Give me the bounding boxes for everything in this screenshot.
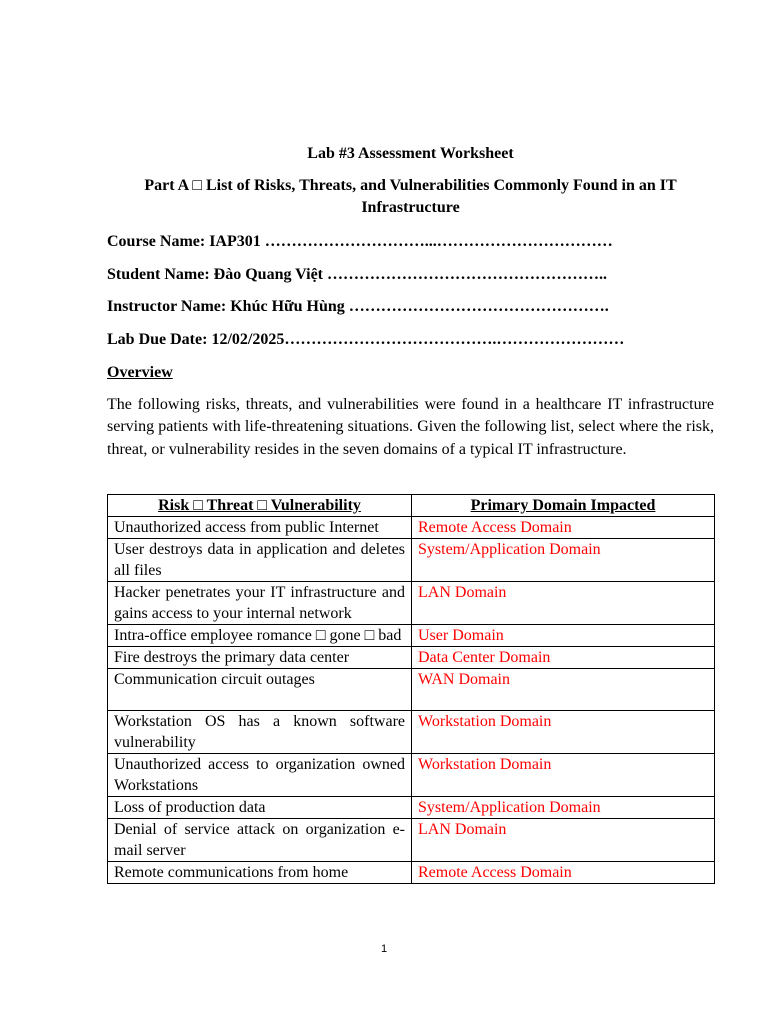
table-row <box>108 754 715 797</box>
table-row <box>108 647 715 669</box>
domain-cell: LAN Domain <box>412 819 715 862</box>
page-number: 1 <box>380 943 388 955</box>
risk-cell: Hacker penetrates your IT infrastructure and gains access to your internal network <box>108 582 412 625</box>
domain-cell: Remote Access Domain <box>412 517 715 539</box>
table-row <box>108 862 715 884</box>
domain-cell: System/Application Domain <box>412 797 715 819</box>
risk-cell: Communication circuit outages <box>108 669 412 711</box>
risk-cell: Workstation OS has a known software vulnerability <box>108 711 412 754</box>
risk-cell: Unauthorized access from public Internet <box>108 517 412 539</box>
domain-cell: Workstation Domain <box>412 711 715 754</box>
worksheet-subtitle: Part A □ List of Risks, Threats, and Vulnerabilities Commonly Found in an IT Infrastructure <box>144 177 677 216</box>
domain-cell: Remote Access Domain <box>412 862 715 884</box>
domain-cell: WAN Domain <box>412 669 715 711</box>
table-row <box>108 625 715 647</box>
table-row <box>108 797 715 819</box>
domain-cell: LAN Domain <box>412 582 715 625</box>
domain-cell: System/Application Domain <box>412 539 715 582</box>
risk-cell: User destroys data in application and deletes all files <box>108 539 412 582</box>
table-row <box>108 582 715 625</box>
table-row <box>108 711 715 754</box>
risk-cell: Denial of service attack on organization e-mail server <box>108 819 412 862</box>
domain-cell: Data Center Domain <box>412 647 715 669</box>
risk-cell: Loss of production data <box>108 797 412 819</box>
risk-cell: Fire destroys the primary data center <box>108 647 412 669</box>
risk-domain-table <box>107 494 715 884</box>
student-name-field: Student Name: Đào Quang Việt …………………………………………….. <box>107 266 608 283</box>
table-header-row <box>108 495 715 517</box>
risk-cell: Unauthorized access to organization owned Workstations <box>108 754 412 797</box>
overview-heading: Overview <box>107 364 173 381</box>
table-row <box>108 819 715 862</box>
worksheet-title: Lab #3 Assessment Worksheet <box>307 145 514 162</box>
domain-cell: User Domain <box>412 625 715 647</box>
risk-cell: Intra-office employee romance □ gone □ bad <box>108 625 412 647</box>
due-date-field: Lab Due Date: 12/02/2025………………………………….…………………… <box>107 331 625 348</box>
overview-paragraph: The following risks, threats, and vulnerabilities were found in a healthcare IT infrastructure serving patients with life-threatening situations. Given the following list, select where the risk, threat, or vulnerability resides in the seven domains of a typical IT infrastructure. <box>107 396 714 458</box>
table-row <box>108 669 715 711</box>
table-row <box>108 539 715 582</box>
domain-cell: Workstation Domain <box>412 754 715 797</box>
table-row <box>108 517 715 539</box>
instructor-name-field: Instructor Name: Khúc Hữu Hùng …………………………………………. <box>107 298 609 315</box>
course-name-field: Course Name: IAP301 …………………………...…………………………… <box>107 233 613 250</box>
risk-cell: Remote communications from home <box>108 862 412 884</box>
risk-column-header: Risk □ Threat □ Vulnerability <box>108 495 412 517</box>
domain-column-header: Primary Domain Impacted <box>412 495 715 517</box>
